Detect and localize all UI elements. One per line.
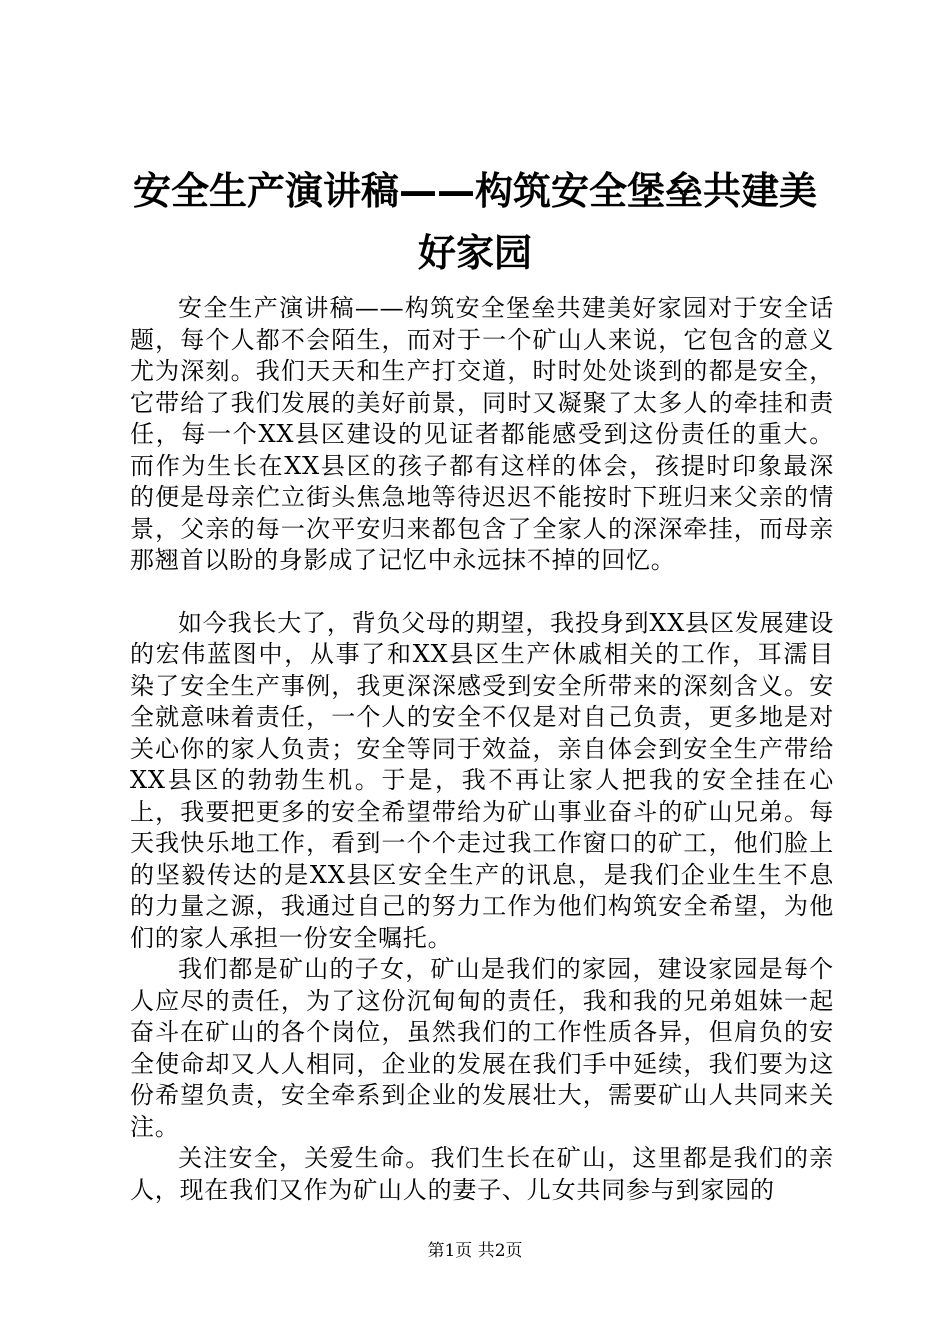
paragraph-4: 关注安全，关爱生命。我们生长在矿山，这里都是我们的亲人，现在我们又作为矿山人的妻子、儿女共同参与到家园的 bbox=[130, 1144, 834, 1204]
page-footer: 第1页 共2页 bbox=[427, 1241, 523, 1261]
paragraph-3: 我们都是矿山的子女，矿山是我们的家园，建设家园是每个人应尽的责任，为了这份沉甸甸的责任，我和我的兄弟姐妹一起奋斗在矿山的各个岗位，虽然我们的工作性质各异，但肩负的安全使命却又人人相同，企业的发展在我们手中延续，我们要为这份希望负责，安全牵系到企业的发展壮大，需要矿山人共同来关注。 bbox=[130, 955, 834, 1141]
paragraph-2: 如今我长大了，背负父母的期望，我投身到XX县区发展建设的宏伟蓝图中，从事了和XX县区生产休戚相关的工作，耳濡目染了安全生产事例，我更深深感受到安全所带来的深刻含义。安全就意味着责任，一个人的安全不仅是对自己负责，更多地是对关心你的家人负责；安全等同于效益，亲自体会到安全生产带给XX县区的勃勃生机。于是，我不再让家人把我的安全挂在心上，我要把更多的安全希望带给为矿山事业奋斗的矿山兄弟。每天我快乐地工作，看到一个个走过我工作窗口的矿工，他们脸上的坚毅传达的是XX县区安全生产的讯息，是我们企业生生不息的力量之源，我通过自己的努力工作为他们构筑安全希望，为他们的家人承担一份安全嘱托。 bbox=[130, 608, 834, 952]
document-body bbox=[130, 293, 834, 1206]
document-title: 安全生产演讲稿——构筑安全堡垒共建美好家园 bbox=[132, 169, 817, 275]
paragraph-spacer bbox=[130, 577, 834, 608]
paragraph-1: 安全生产演讲稿——构筑安全堡垒共建美好家园对于安全话题，每个人都不会陌生，而对于一个矿山人来说，它包含的意义尤为深刻。我们天天和生产打交道，时时处处谈到的都是安全，它带给了我们发展的美好前景，同时又凝聚了太多人的牵挂和责任，每一个XX县区建设的见证者都能感受到这份责任的重大。而作为生长在XX县区的孩子都有这样的体会，孩提时印象最深的便是母亲伫立街头焦急地等待迟迟不能按时下班归来父亲的情景，父亲的每一次平安归来都包含了全家人的深深牵挂，而母亲那翘首以盼的身影成了记忆中永远抹不掉的回忆。 bbox=[130, 294, 834, 574]
